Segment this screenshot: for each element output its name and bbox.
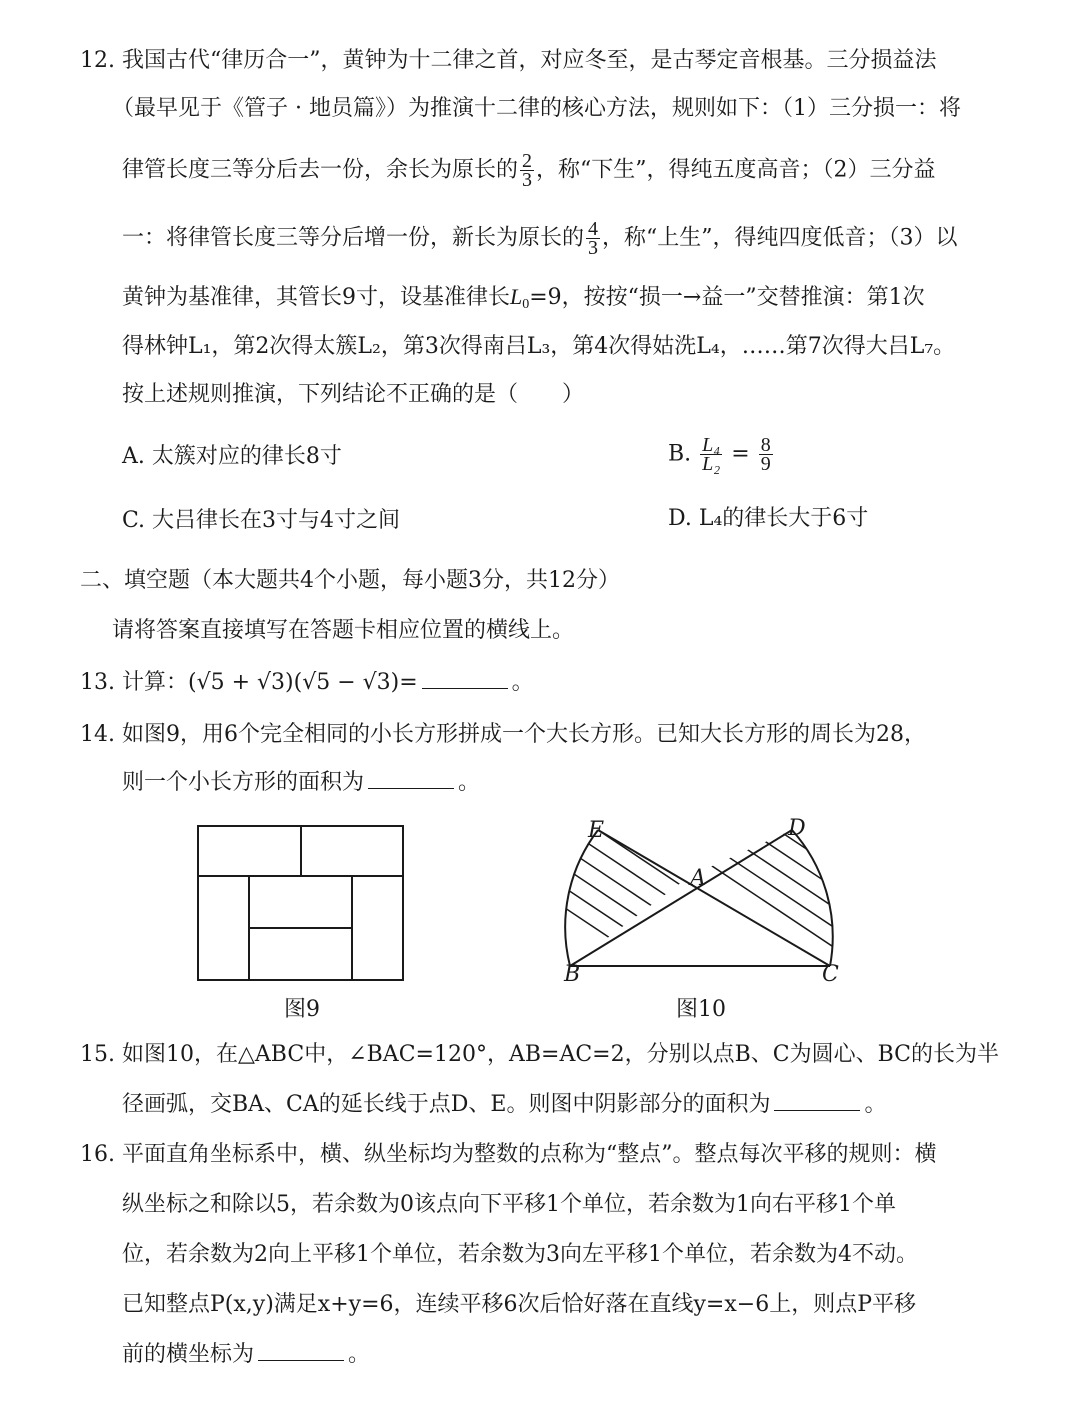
q15-line-2-text: 径画弧，交BA、CA的延长线于点D、E。则图中阴影部分的面积为 bbox=[122, 1092, 771, 1117]
q12-line-3-text-b: ，称“下生”，得纯五度高音；（2）三分益 bbox=[536, 157, 936, 183]
label-B: B bbox=[564, 962, 581, 987]
label-A: A bbox=[690, 866, 706, 891]
figure-9 bbox=[192, 820, 412, 990]
answer-blank[interactable] bbox=[774, 1090, 860, 1111]
q16-line-2: 纵坐标之和除以5，若余数为0该点向下平移1个单位，若余数为1向右平移1个单 bbox=[122, 1192, 896, 1217]
q15-line-2 bbox=[122, 1090, 887, 1120]
fraction-two-thirds bbox=[520, 152, 534, 189]
fraction-l4-over-l2 bbox=[700, 436, 722, 473]
q15-line-1: 如图10，在△ABC中，∠BAC=120°，AB=AC=2，分别以点B、C为圆心、BC的长为半 bbox=[122, 1042, 1000, 1067]
q16-line-5-text: 前的横坐标为 bbox=[122, 1342, 255, 1367]
var-L: L bbox=[510, 284, 523, 309]
frac-denominator: 3 bbox=[588, 237, 599, 259]
frac-denominator: L₂ bbox=[702, 453, 721, 475]
q16-number: 16. bbox=[80, 1142, 115, 1167]
q12-line-2: （最早见于《管子 · 地员篇》）为推演十二律的核心方法，规则如下：（1）三分损一：将 bbox=[112, 96, 961, 121]
arc-right bbox=[792, 830, 833, 966]
frac-numerator: 8 bbox=[760, 434, 771, 456]
figure-9-caption: 图9 bbox=[284, 997, 320, 1022]
q12-line-7: 按上述规则推演，下列结论不正确的是（ ） bbox=[122, 382, 585, 407]
q16-line-4: 已知整点P(x,y)满足x+y=6，连续平移6次后恰好落在直线y=x−6上，则点P平移 bbox=[122, 1292, 916, 1317]
q12-number: 12. bbox=[80, 48, 115, 73]
answer-blank[interactable] bbox=[422, 668, 508, 689]
q14-line-1: 如图9，用6个完全相同的小长方形拼成一个大长方形。已知大长方形的周长为28， bbox=[122, 722, 926, 747]
q13-expression: 计算：(√5 + √3)(√5 − √3)= bbox=[122, 670, 418, 695]
q16-end: 。 bbox=[348, 1342, 371, 1367]
frac-numerator: 4 bbox=[588, 218, 599, 240]
q16-line-3: 位，若余数为2向上平移1个单位，若余数为3向左平移1个单位，若余数为4不动。 bbox=[122, 1242, 918, 1267]
equals-sign: = bbox=[731, 441, 750, 467]
q12-line-4-text-a: 一：将律管长度三等分后增一份，新长为原长的 bbox=[122, 225, 585, 251]
figure-10 bbox=[550, 818, 850, 988]
frac-denominator: 3 bbox=[522, 169, 533, 191]
q12-line-3-text-a: 律管长度三等分后去一份，余长为原长的 bbox=[122, 157, 519, 183]
label-E: E bbox=[588, 818, 605, 843]
label-C: C bbox=[822, 962, 839, 987]
q12-line-5-text-a: 黄钟为基准律，其管长9寸，设基准律长 bbox=[122, 285, 510, 310]
q15-number: 15. bbox=[80, 1042, 115, 1067]
label-D: D bbox=[788, 816, 806, 841]
q12-option-d: D. L₄的律长大于6寸 bbox=[668, 506, 869, 531]
frac-denominator: 9 bbox=[760, 453, 771, 475]
q12-option-a: A. 太簇对应的律长8寸 bbox=[122, 444, 342, 469]
q13-end: 。 bbox=[511, 670, 534, 695]
section-2-instruction: 请将答案直接填写在答题卡相应位置的横线上。 bbox=[112, 618, 575, 643]
figure-10-caption: 图10 bbox=[676, 997, 726, 1022]
q12-line-5-text-b: =9，按按“损一→益一”交替推演：第1次 bbox=[529, 285, 925, 310]
q12-option-b bbox=[668, 436, 775, 473]
fraction-four-thirds bbox=[586, 220, 600, 257]
q15-end: 。 bbox=[864, 1092, 887, 1117]
q14-line-2 bbox=[122, 768, 480, 798]
q16-line-5 bbox=[122, 1340, 370, 1370]
q12-line-3 bbox=[122, 152, 936, 189]
section-2-title: 二、填空题（本大题共4个小题，每小题3分，共12分） bbox=[80, 568, 620, 593]
q13-number: 13. bbox=[80, 670, 115, 695]
frac-numerator: L₄ bbox=[702, 434, 721, 456]
segment-CE bbox=[598, 830, 830, 966]
q14-end: 。 bbox=[458, 770, 481, 795]
answer-blank[interactable] bbox=[258, 1340, 344, 1361]
q12-line-5 bbox=[122, 282, 925, 320]
fraction-eight-ninths bbox=[759, 436, 773, 473]
q12-line-6: 得林钟L₁，第2次得太簇L₂，第3次得南吕L₃，第4次得姑洗L₄，……第7次得大吕L₇。 bbox=[122, 334, 956, 359]
q12-line-1: 我国古代“律历合一”，黄钟为十二律之首，对应冬至，是古琴定音根基。三分损益法 bbox=[122, 48, 937, 73]
q14-number: 14. bbox=[80, 722, 115, 747]
subscript-0: 0 bbox=[522, 297, 530, 312]
arc-left bbox=[565, 830, 598, 966]
q16-line-1: 平面直角坐标系中，横、纵坐标均为整数的点称为“整点”。整点每次平移的规则：横 bbox=[122, 1142, 937, 1167]
q12-line-4-text-b: ，称“上生”，得纯四度低音；（3）以 bbox=[602, 225, 958, 251]
q13-text bbox=[122, 668, 534, 698]
answer-blank[interactable] bbox=[368, 768, 454, 789]
option-b-label: B. bbox=[668, 441, 692, 467]
q12-option-c: C. 大吕律长在3寸与4寸之间 bbox=[122, 508, 401, 533]
frac-numerator: 2 bbox=[522, 150, 533, 172]
q14-line-2-text: 则一个小长方形的面积为 bbox=[122, 770, 365, 795]
q12-line-4 bbox=[122, 220, 958, 257]
